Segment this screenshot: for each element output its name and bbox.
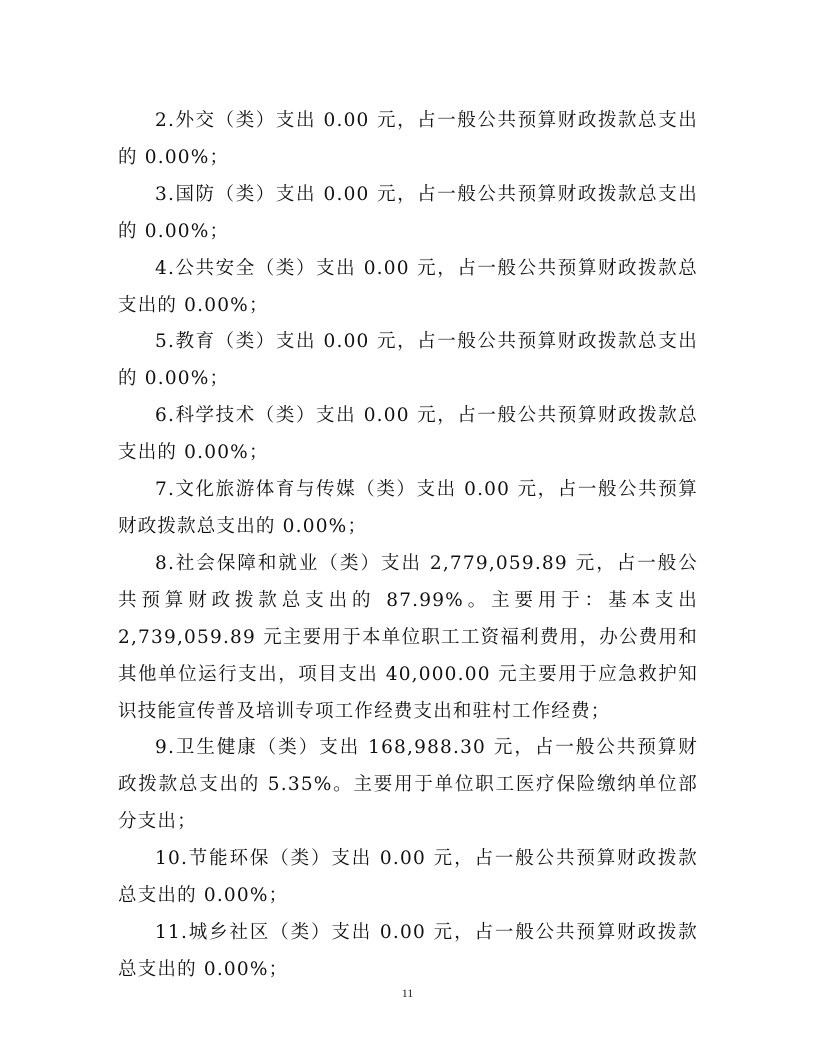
paragraph-item-2-foreign-affairs: 2.外交（类）支出 0.00 元，占一般公共预算财政拨款总支出的 0.00%；	[118, 110, 698, 168]
paragraph-item-3-national-defense: 3.国防（类）支出 0.00 元，占一般公共预算财政拨款总支出的 0.00%；	[118, 183, 698, 242]
paragraph-item-11-urban-rural-community: 11.城乡社区（类）支出 0.00 元，占一般公共预算财政拨款总支出的 0.00%；	[118, 921, 698, 980]
paragraph-item-9-health: 9.卫生健康（类）支出 168,988.30 元，占一般公共预算财政拨款总支出的 5.35%。主要用于单位职工医疗保险缴纳单位部分支出；	[118, 737, 698, 833]
document-body	[118, 103, 698, 989]
page-number: 11	[401, 986, 414, 1000]
paragraph-item-8-social-security-employment: 8.社会保障和就业（类）支出 2,779,059.89 元，占一般公共预算财政拨款总支出的 87.99%。主要用于：基本支出 2,739,059.89 元主要用于本单位职工工资福利费用，办公费用和其他单位运行支出，项目支出 40,000.00 元主要用于应急救护知识技能宣传普及培训专项工作经费支出和驻村工作经费；	[118, 552, 698, 722]
paragraph-item-5-education: 5.教育（类）支出 0.00 元，占一般公共预算财政拨款总支出的 0.00%；	[118, 331, 698, 390]
paragraph-item-10-energy-environment: 10.节能环保（类）支出 0.00 元，占一般公共预算财政拨款总支出的 0.00%；	[118, 848, 698, 907]
paragraph-item-7-culture-tourism-sports-media: 7.文化旅游体育与传媒（类）支出 0.00 元，占一般公共预算财政拨款总支出的 0.00%；	[118, 479, 698, 537]
paragraph-item-4-public-security: 4.公共安全（类）支出 0.00 元，占一般公共预算财政拨款总支出的 0.00%；	[118, 257, 698, 316]
paragraph-item-6-science-technology: 6.科学技术（类）支出 0.00 元，占一般公共预算财政拨款总支出的 0.00%；	[118, 405, 698, 464]
